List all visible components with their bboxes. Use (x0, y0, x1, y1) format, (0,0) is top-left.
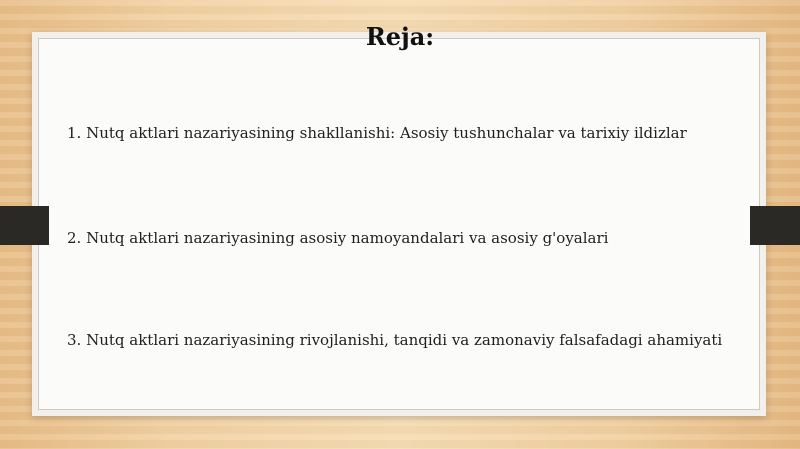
slide-panel (38, 38, 760, 410)
right-decorative-tab (750, 206, 800, 245)
slide-frame (32, 32, 766, 416)
left-decorative-tab (0, 206, 49, 245)
plan-item-1: 1. Nutq aktlari nazariyasining shakllanishi: Asosiy tushunchalar va tarixiy ildizlar (67, 124, 687, 142)
plan-item-2: 2. Nutq aktlari nazariyasining asosiy namoyandalari va asosiy g'oyalari (67, 229, 609, 247)
slide-title: Reja: (365, 22, 435, 51)
plan-item-3: 3. Nutq aktlari nazariyasining rivojlanishi, tanqidi va zamonaviy falsafadagi ahamiyati (67, 331, 723, 349)
